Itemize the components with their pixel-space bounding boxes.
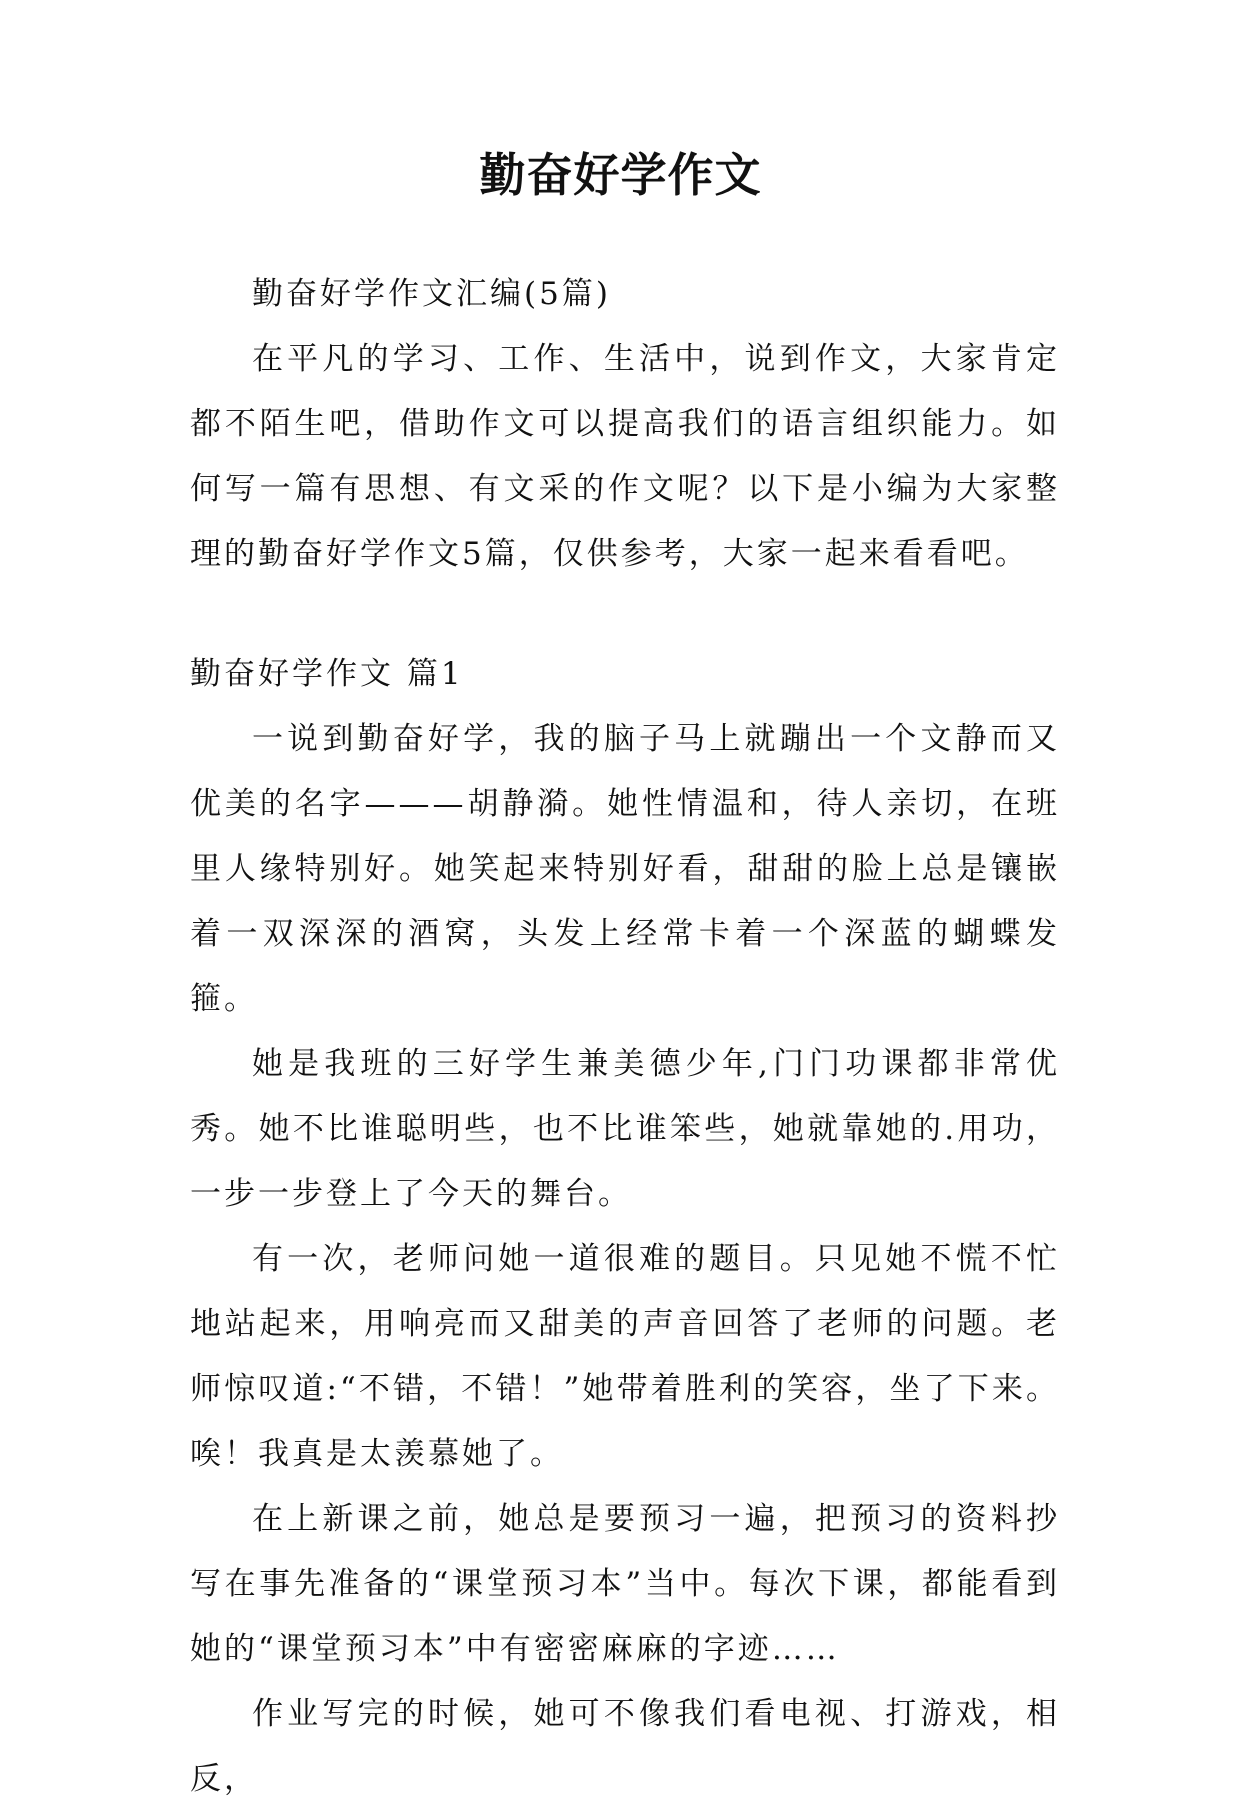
collection-subtitle: 勤奋好学作文汇编(5篇) <box>252 276 611 312</box>
document-body <box>190 262 1060 1812</box>
body-paragraph: 她是我班的三好学生兼美德少年,门门功课都非常优秀。她不比谁聪明些，也不比谁笨些，她就靠她的.用功，一步一步登上了今天的舞台。 <box>190 1046 1060 1212</box>
intro-paragraph: 在平凡的学习、工作、生活中，说到作文，大家肯定都不陌生吧，借助作文可以提高我们的语言组织能力。如何写一篇有思想、有文采的作文呢？以下是小编为大家整理的勤奋好学作文5篇，仅供参考，大家一起来看看吧。 <box>190 341 1060 572</box>
body-paragraph: 在上新课之前，她总是要预习一遍，把预习的资料抄写在事先准备的“课堂预习本”当中。每次下课，都能看到她的“课堂预习本”中有密密麻麻的字迹…… <box>190 1501 1060 1667</box>
section-heading: 勤奋好学作文 篇1 <box>190 656 464 692</box>
document-title: 勤奋好学作文 <box>479 148 762 202</box>
body-paragraph: 作业写完的时候，她可不像我们看电视、打游戏，相反， <box>190 1696 1060 1797</box>
body-paragraph: 有一次，老师问她一道很难的题目。只见她不慌不忙地站起来，用响亮而又甜美的声音回答了老师的问题。老师惊叹道:“不错，不错！”她带着胜利的笑容，坐了下来。唉！我真是太羡慕她了。 <box>190 1241 1060 1472</box>
body-paragraph: 一说到勤奋好学，我的脑子马上就蹦出一个文静而又优美的名字———胡静漪。她性情温和，待人亲切，在班里人缘特别好。她笑起来特别好看，甜甜的脸上总是镶嵌着一双深深的酒窝，头发上经常卡着一个深蓝的蝴蝶发箍。 <box>190 721 1060 1017</box>
